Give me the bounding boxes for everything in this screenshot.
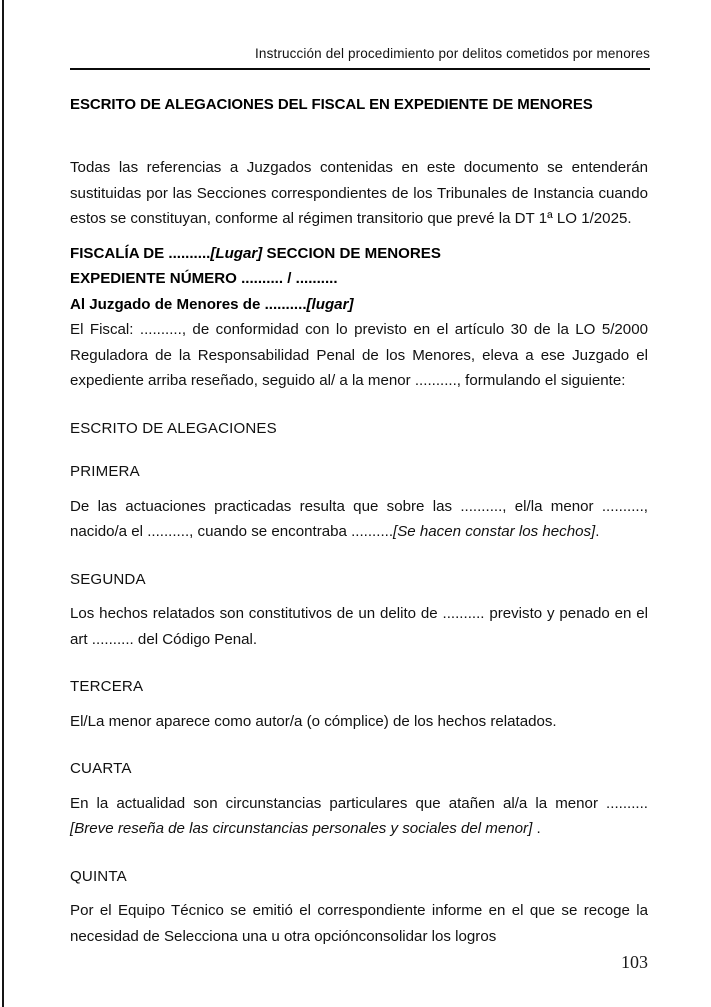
spacer — [70, 441, 648, 459]
page-title: ESCRITO DE ALEGACIONES DEL FISCAL EN EXPEDIENTE DE MENORES — [70, 96, 593, 113]
fiscalia-label: FISCALÍA DE — [70, 244, 169, 262]
section-heading-cuarta: CUARTA — [70, 760, 132, 777]
expediente-dots-first: .......... — [241, 270, 284, 287]
section-heading-primera: PRIMERA — [70, 463, 140, 480]
scan-edge-artifact — [2, 0, 4, 1007]
spacer — [70, 232, 648, 241]
section-body-segunda — [70, 601, 648, 652]
spacer — [70, 889, 648, 898]
section-heading-quinta: QUINTA — [70, 867, 127, 885]
running-header-title: Instrucción del procedimiento por delitos cometidos por menores — [255, 46, 650, 61]
page-number: 103 — [621, 952, 648, 972]
section-body-quinta — [70, 898, 648, 949]
fiscalia-line — [70, 241, 648, 267]
spacer — [70, 394, 648, 416]
section-heading-segunda: SEGUNDA — [70, 570, 146, 588]
section-body-tail: . — [532, 820, 541, 837]
spacer — [70, 652, 648, 674]
section-body-primera — [70, 494, 648, 545]
section-body-italic: [Breve reseña de las circunstancias personales y sociales del menor] — [70, 820, 533, 837]
section-body-plain: Los hechos relatados son constitutivos de un delito de .......... previsto y penado en el art .......... del Código Penal. — [70, 605, 648, 648]
spacer — [70, 734, 648, 756]
fiscalia-placeholder: [Lugar] — [210, 244, 263, 262]
spacer — [70, 592, 648, 601]
section-body-plain: El/La menor aparece como autor/a (o cómplice) de los hechos relatados. — [70, 712, 557, 730]
document-body — [70, 96, 648, 949]
spacer — [70, 782, 648, 791]
juzgado-placeholder: [lugar] — [306, 295, 354, 313]
section-body-tail: . — [595, 523, 600, 540]
header-divider-rule — [70, 68, 650, 70]
fiscalia-dots: .......... — [168, 244, 211, 262]
spacer — [70, 842, 648, 864]
spacer — [70, 545, 648, 567]
expediente-line — [70, 266, 648, 292]
expediente-separator: / — [283, 270, 296, 287]
spacer — [70, 700, 648, 709]
section-body-plain: Por el Equipo Técnico se emitió el correspondiente informe en el que se recoge la necesidad de Selecciona una u otra opciónconsolidar los logros — [70, 902, 648, 945]
section-body-cuarta — [70, 791, 648, 842]
juzgado-label: Al Juzgado de Menores de — [70, 295, 265, 313]
juzgado-dots: .......... — [264, 295, 307, 313]
spacer — [70, 485, 648, 494]
section-heading-tercera: TERCERA — [70, 678, 144, 695]
intro-paragraph: Todas las referencias a Juzgados contenidas en este documento se entenderán sustituidas por las Secciones correspondientes de los Tribunales de Instancia cuando estos se constituyan, conforme al régimen transitorio que prevé la DT 1ª LO 1/2025. — [70, 159, 648, 227]
escrito-de-alegaciones-heading: ESCRITO DE ALEGACIONES — [70, 419, 277, 437]
fiscal-paragraph: El Fiscal: .........., de conformidad con lo previsto en el artículo 30 de la LO 5/2000 Reguladora de la Responsabilidad Penal de los Menores, eleva a ese Juzgado el expediente arriba reseñado, seguido al/ a la menor .........., formulando el siguiente: — [70, 321, 648, 389]
section-body-italic: [Se hacen constar los hechos] — [393, 523, 596, 540]
expediente-dots-second: .......... — [295, 270, 338, 287]
section-body-tercera — [70, 709, 648, 735]
juzgado-line — [70, 292, 648, 318]
section-body-plain: En la actualidad son circunstancias particulares que atañen al/a la menor .......... — [70, 794, 648, 812]
section-body-plain: De las actuaciones practicadas resulta que sobre las .........., el/la menor .........., nacido/a el .........., cuando se encontraba .......... — [70, 497, 648, 540]
expediente-label: EXPEDIENTE NÚMERO — [70, 270, 242, 287]
fiscalia-suffix: SECCION DE MENORES — [262, 244, 441, 262]
